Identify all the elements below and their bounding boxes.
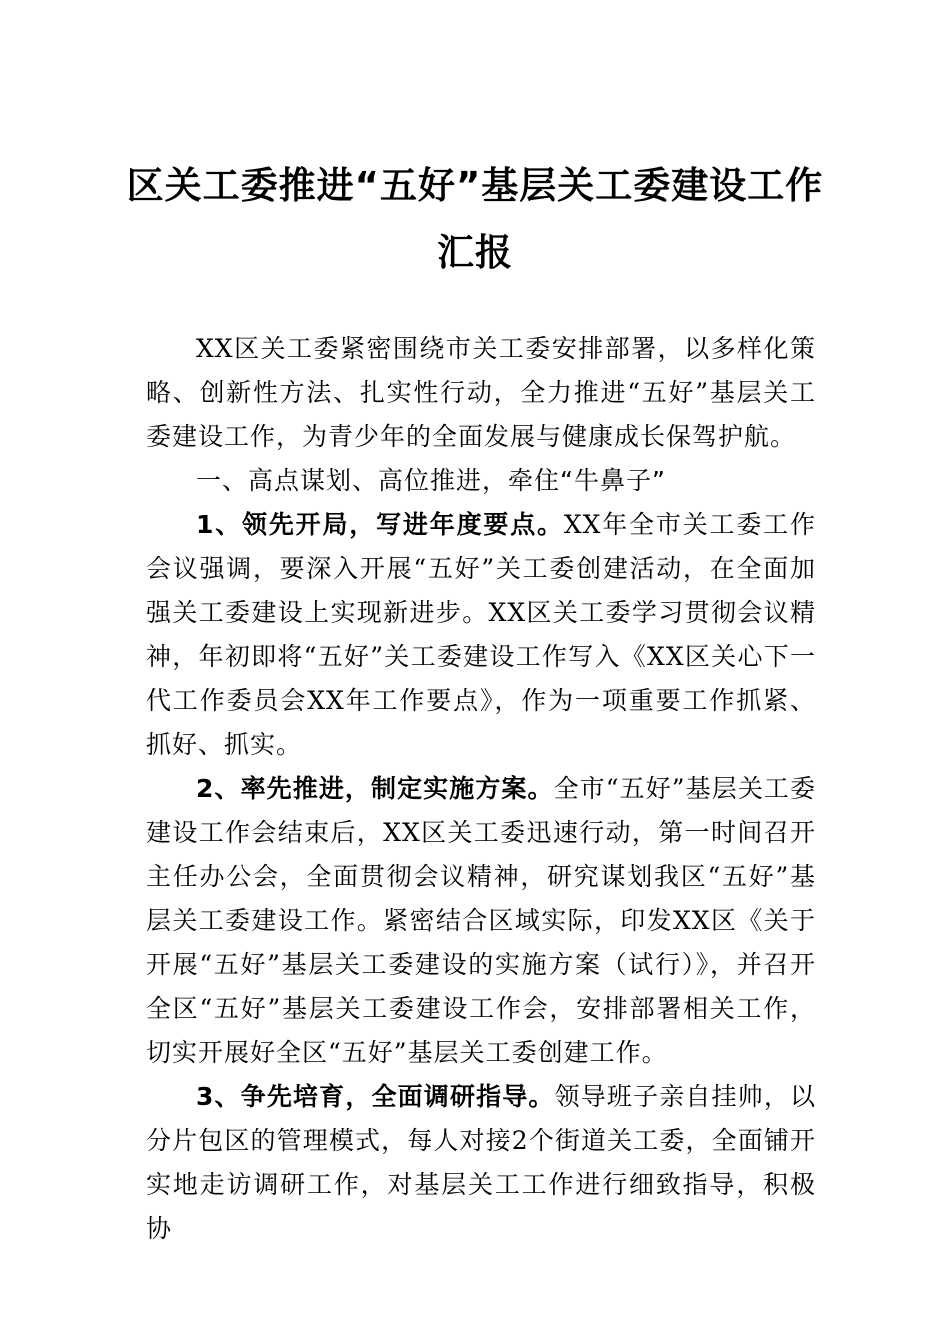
intro-paragraph: XX区关工委紧密围绕市关工委安排部署，以多样化策略、创新性方法、扎实性行动，全力推进“五好”基层关工委建设工作，为青少年的全面发展与健康成长保驾护航。 [146, 334, 816, 451]
item-text: XX年全市关工委工作会议强调，要深入开展“五好”关工委创建活动，在全面加强关工委建设上实现新进步。XX区关工委学习贯彻会议精神，年初即将“五好”关工委建设工作写入《XX区关心下一代工作委员会XX年工作要点》，作为一项重要工作抓紧、抓好、抓实。 [146, 510, 816, 759]
item-lead: 2、率先推进，制定实施方案。 [196, 774, 554, 803]
item-lead: 1、领先开局，写进年度要点。 [196, 510, 564, 539]
item-text: 领导班子亲自挂帅，以分片包区的管理模式，每人对接2个街道关工委，全面铺开实地走访调研工作，对基层关工工作进行细致指导，积极协 [146, 1082, 816, 1243]
document-title: 区关工委推进“五好”基层关工委建设工作汇报 [126, 164, 824, 274]
list-item [146, 1075, 816, 1251]
list-item [146, 503, 816, 767]
document-body [146, 327, 816, 1251]
item-lead: 3、争先培育，全面调研指导。 [196, 1082, 555, 1111]
list-item [146, 767, 816, 1075]
section-heading: 一、高点谋划、高位推进，牵住“牛鼻子” [196, 466, 666, 495]
item-text: 全市“五好”基层关工委建设工作会结束后，XX区关工委迅速行动，第一时间召开主任办公会，全面贯彻会议精神，研究谋划我区“五好”基层关工委建设工作。紧密结合区域实际，印发XX区《关于开展“五好”基层关工委建设的实施方案（试行）》，并召开全区“五好”基层关工委建设工作会，安排部署相关工作，切实开展好全区“五好”基层关工委创建工作。 [146, 774, 817, 1067]
